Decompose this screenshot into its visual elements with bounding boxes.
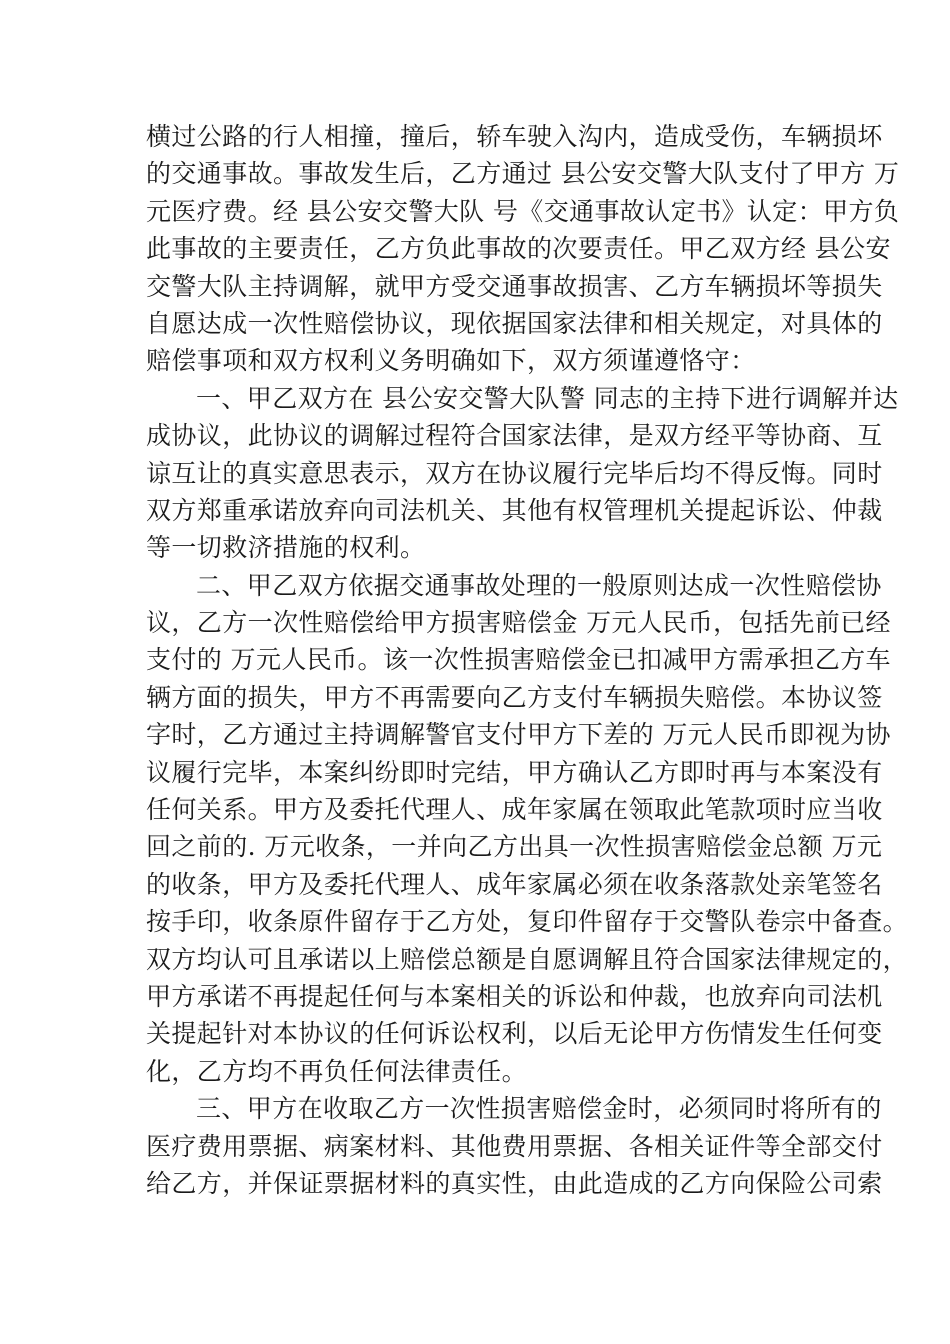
text-line: 化，乙方均不再负任何法律责任。 — [146, 1056, 528, 1086]
text-line: 的收条，甲方及委托代理人、成年家属必须在收条落款处亲笔签名 — [146, 869, 883, 899]
text-line: 按手印，收条原件留存于乙方处，复印件留存于交警队卷宗中备查。 — [146, 907, 909, 937]
text-line: 自愿达成一次性赔偿协议，现依据国家法律和相关规定，对具体的 — [146, 308, 883, 338]
text-line: 回之前的. 万元收条，一并向乙方出具一次性损害赔偿金总额 万元 — [146, 832, 883, 862]
text-line: 的交通事故。事故发生后，乙方通过 县公安交警大队支付了甲方 万 — [146, 159, 900, 189]
paragraph-first-line: 一、甲乙双方在 县公安交警大队警 同志的主持下进行调解并达 — [196, 383, 899, 413]
text-line: 辆方面的损失，甲方不再需要向乙方支付车辆损失赔偿。本协议签 — [146, 682, 883, 712]
text-line: 成协议，此协议的调解过程符合国家法律，是双方经平等协商、互 — [146, 421, 883, 451]
text-line: 双方郑重承诺放弃向司法机关、其他有权管理机关提起诉讼、仲裁 — [146, 495, 883, 525]
text-line: 谅互让的真实意思表示，双方在协议履行完毕后均不得反悔。同时 — [146, 458, 883, 488]
paragraph-first-line: 三、甲方在收取乙方一次性损害赔偿金时，必须同时将所有的 — [196, 1094, 882, 1124]
text-line: 给乙方，并保证票据材料的真实性，由此造成的乙方向保险公司索 — [146, 1168, 883, 1198]
text-line: 字时，乙方通过主持调解警官支付甲方下差的 万元人民币即视为协 — [146, 720, 891, 750]
text-line: 任何关系。甲方及委托代理人、成年家属在领取此笔款项时应当收 — [146, 795, 883, 825]
agreement-body-text — [146, 118, 909, 1202]
text-line: 此事故的主要责任，乙方负此事故的次要责任。甲乙双方经 县公安 — [146, 234, 891, 264]
text-line: 交警大队主持调解，就甲方受交通事故损害、乙方车辆损坏等损失 — [146, 271, 883, 301]
text-line: 横过公路的行人相撞，撞后，轿车驶入沟内，造成受伤，车辆损坏 — [146, 122, 883, 151]
text-line: 支付的 万元人民币。该一次性损害赔偿金已扣减甲方需承担乙方车 — [146, 645, 891, 675]
paragraph-first-line: 二、甲乙双方依据交通事故处理的一般原则达成一次性赔偿协 — [196, 570, 882, 600]
text-line: 元医疗费。经 县公安交警大队 号《交通事故认定书》认定：甲方负 — [146, 196, 900, 226]
text-line: 关提起针对本协议的任何诉讼权利，以后无论甲方伤情发生任何变 — [146, 1019, 883, 1049]
text-line: 赔偿事项和双方权利义务明确如下，双方须谨遵恪守： — [146, 346, 756, 376]
text-line: 甲方承诺不再提起任何与本案相关的诉讼和仲裁，也放弃向司法机 — [146, 981, 883, 1011]
text-line: 等一切救济措施的权利。 — [146, 533, 426, 563]
text-line: 议，乙方一次性赔偿给甲方损害赔偿金 万元人民币，包括先前已经 — [146, 608, 891, 638]
text-line: 医疗费用票据、病案材料、其他费用票据、各相关证件等全部交付 — [146, 1131, 883, 1161]
text-line: 双方均认可且承诺以上赔偿总额是自愿调解且符合国家法律规定的， — [146, 944, 909, 974]
text-line: 议履行完毕，本案纠纷即时完结，甲方确认乙方即时再与本案没有 — [146, 757, 883, 787]
